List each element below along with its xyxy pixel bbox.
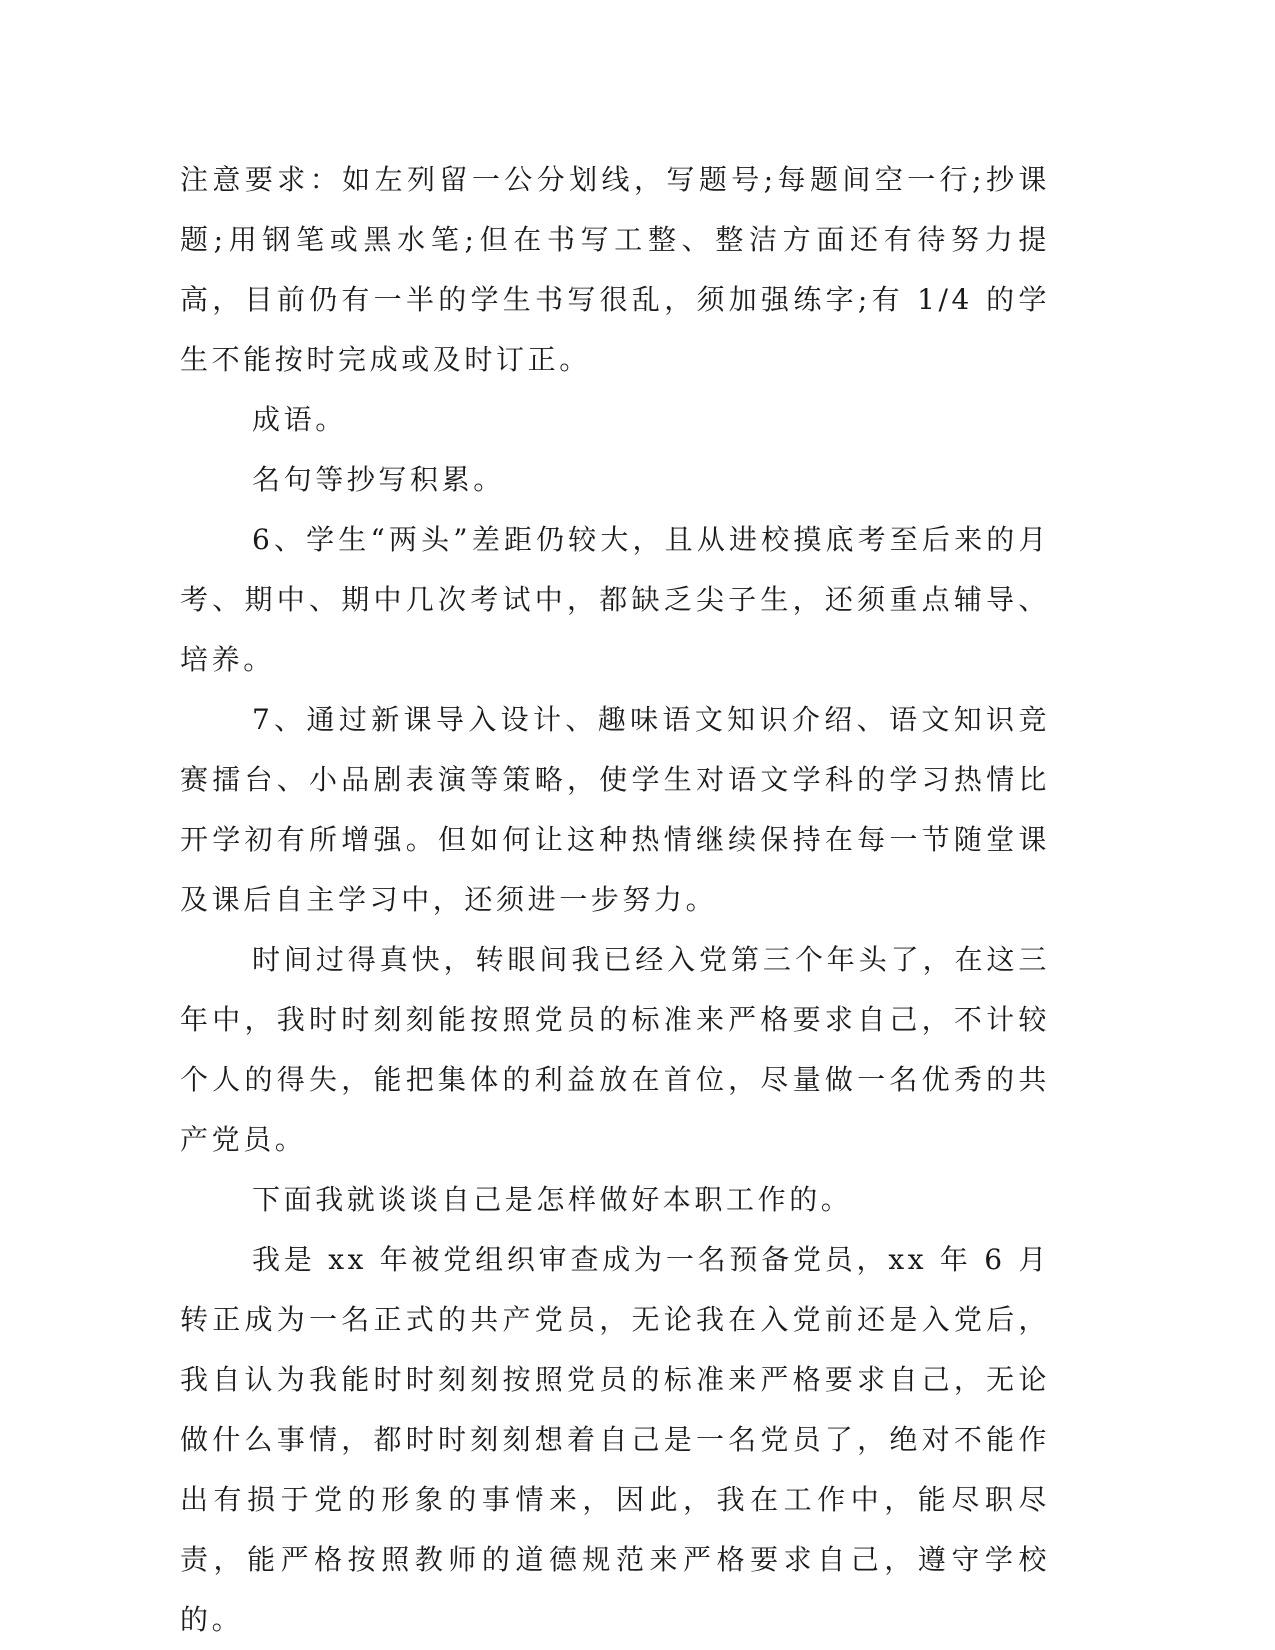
- paragraph-famous-quotes: 名句等抄写积累。: [252, 463, 505, 496]
- paragraph-party-membership: 时间过得真快，转眼间我已经入党第三个年头了，在这三年中，我时时刻刻能按照党员的标准来严格要求自己，不计较个人的得失，能把集体的利益放在首位，尽量做一名优秀的共产党员。: [180, 943, 1050, 1156]
- paragraph-writing-requirements: 注意要求：如左列留一公分划线，写题号;每题间空一行;抄课题;用钢笔或黑水笔;但在书写工整、整洁方面还有待努力提高，目前仍有一半的学生书写很乱，须加强练字;有 1/4 的学生不能按时完成或及时订正。: [180, 163, 1050, 376]
- paragraph-idioms: 成语。: [252, 403, 347, 436]
- paragraph-probation: 我是 xx 年被党组织审查成为一名预备党员，xx 年 6 月转正成为一名正式的共产党员，无论我在入党前还是入党后，我自认为我能时时刻刻按照党员的标准来严格要求自己，无论做什么事情，都时时刻刻想着自己是一名党员了，绝对不能作出有损于党的形象的事情来，因此，我在工作中，能尽职尽责，能严格按照教师的道德规范来严格要求自己，遵守学校的。: [180, 1243, 1050, 1636]
- paragraph-intro-duties: 下面我就谈谈自己是怎样做好本职工作的。: [252, 1183, 853, 1216]
- paragraph-item-7: 7、通过新课导入设计、趣味语文知识介绍、语文知识竞赛擂台、小品剧表演等策略，使学生对语文学科的学习热情比开学初有所增强。但如何让这种热情继续保持在每一节随堂课及课后自主学习中，还须进一步努力。: [180, 703, 1050, 916]
- document-body: [180, 150, 1050, 1650]
- paragraph-item-6: 6、学生“两头”差距仍较大，且从进校摸底考至后来的月考、期中、期中几次考试中，都缺乏尖子生，还须重点辅导、培养。: [180, 523, 1050, 676]
